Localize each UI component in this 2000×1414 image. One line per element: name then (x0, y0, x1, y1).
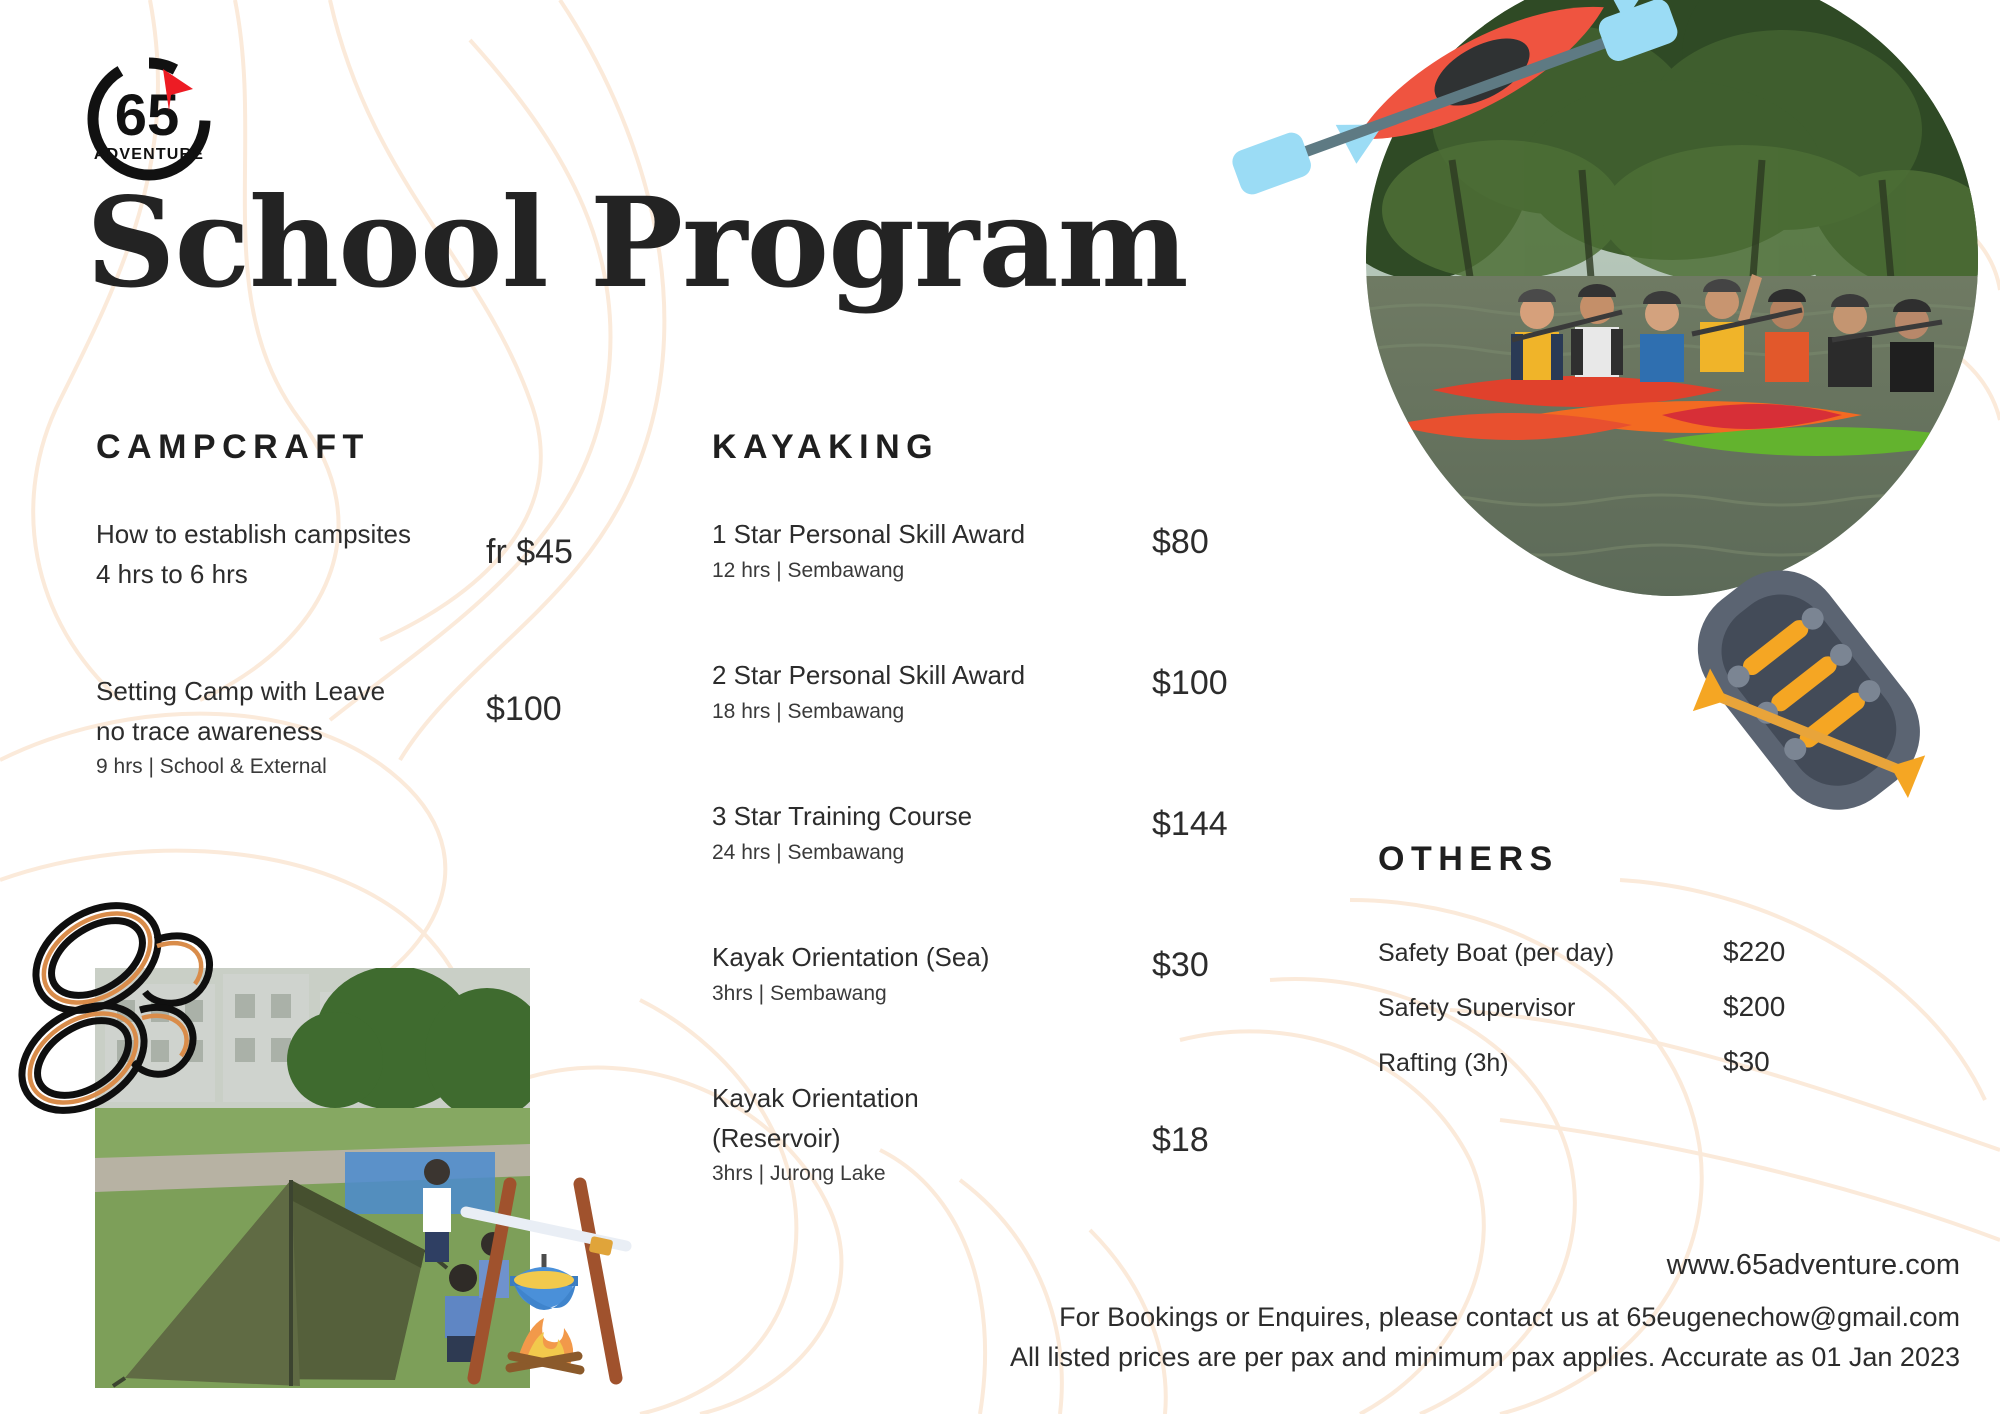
others-list (1378, 930, 1938, 1094)
others-item (1378, 985, 1938, 1030)
section-heading-campcraft: CAMPCRAFT (96, 428, 370, 466)
kayaking-item-detail: 24 hrs | Sembawang (712, 840, 905, 864)
footer-disclaimer: All listed prices are per pax and minimum pax applies. Accurate as 01 Jan 2023 (1009, 1342, 1960, 1373)
others-item-price: $30 (1723, 1045, 1770, 1077)
footer-contact: For Bookings or Enquires, please contact us at 65eugenechow@gmail.com (1059, 1302, 1960, 1333)
kayaking-item-price: $100 (1152, 664, 1228, 703)
coiled-rope-illustration (5, 880, 245, 1140)
kayaking-list (712, 515, 1302, 1260)
kayaking-item (712, 797, 1302, 868)
campcraft-item-price: fr $45 (486, 533, 573, 571)
inflatable-raft-illustration (1680, 530, 1970, 820)
campcraft-item (96, 515, 676, 594)
footer-website[interactable]: www.65adventure.com (1666, 1249, 1960, 1282)
campcraft-item (96, 672, 676, 783)
others-item-name: Rafting (3h) (1378, 1048, 1509, 1077)
others-item (1378, 1040, 1938, 1085)
kayaking-item-detail: 3hrs | Jurong Lake (712, 1162, 886, 1186)
others-item-price: $200 (1723, 990, 1786, 1022)
section-heading-others: OTHERS (1378, 840, 1559, 878)
campcraft-item-title: How to establish campsites (96, 519, 412, 549)
kayaking-item (712, 515, 1302, 586)
footer (1010, 1249, 1960, 1378)
campcraft-item-price: $100 (486, 690, 562, 729)
page-title: School Program (86, 171, 1188, 316)
kayaking-item (712, 1079, 1302, 1190)
campcraft-item-duration: 4 hrs to 6 hrs (96, 558, 248, 589)
campcraft-list (96, 515, 676, 783)
kayaking-item-title: 1 Star Personal Skill Award (712, 519, 1026, 549)
kayaking-item (712, 938, 1302, 1009)
campfire-tripod-pot-illustration (440, 1150, 650, 1385)
campcraft-item-title: Setting Camp with Leave (96, 676, 386, 707)
kayaking-item-price: $144 (1152, 805, 1228, 844)
others-item (1378, 930, 1938, 975)
kayaking-item-price: $80 (1152, 523, 1209, 561)
campcraft-item-title-line2: no trace awareness (96, 715, 323, 746)
others-item-name: Safety Boat (per day) (1378, 939, 1615, 967)
others-item-name: Safety Supervisor (1378, 993, 1576, 1022)
kayaking-item-title: Kayak Orientation (712, 1083, 919, 1114)
kayaking-item-title: Kayak Orientation (Sea) (712, 942, 990, 973)
kayaking-item (712, 656, 1302, 727)
kayaking-item-title: 2 Star Personal Skill Award (712, 660, 1026, 691)
kayak-with-paddle-illustration (1230, 0, 1680, 230)
others-item-price: $220 (1723, 936, 1786, 967)
kayaking-item-price: $18 (1152, 1121, 1209, 1160)
kayaking-item-detail: 12 hrs | Sembawang (712, 558, 905, 582)
kayaking-item-title: 3 Star Training Course (712, 801, 973, 832)
logo-number: 65 (114, 83, 180, 148)
kayaking-item-price: $30 (1152, 946, 1209, 985)
kayaking-item-detail: 18 hrs | Sembawang (712, 699, 905, 723)
logo-wordmark: ADVENTURE (93, 146, 205, 163)
campcraft-item-detail: 9 hrs | School & External (96, 755, 327, 779)
section-heading-kayaking: KAYAKING (712, 428, 940, 466)
kayaking-item-detail: 3hrs | Sembawang (712, 981, 887, 1005)
brand-logo (85, 55, 213, 183)
kayaking-item-title-line2: (Reservoir) (712, 1122, 841, 1153)
